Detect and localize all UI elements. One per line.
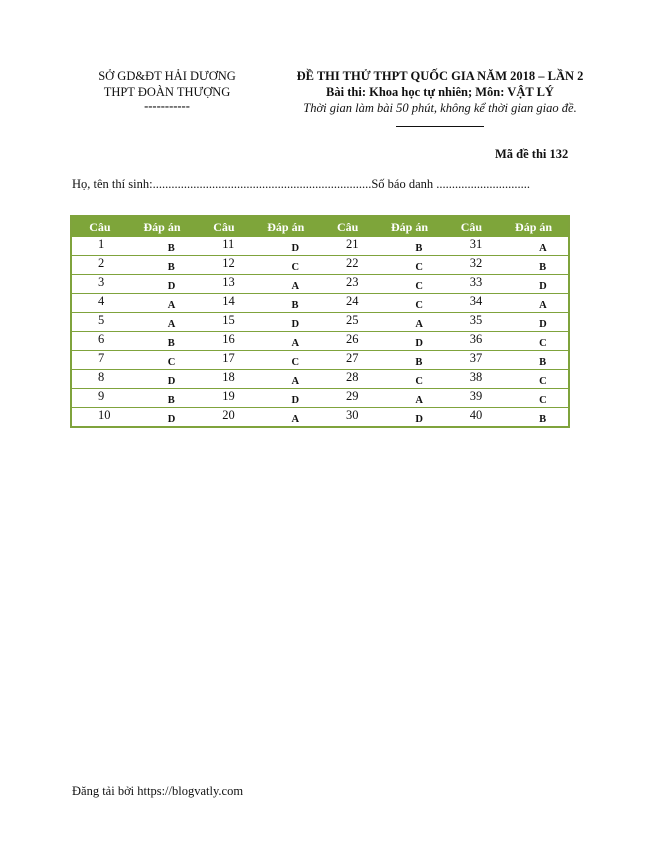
question-number: 28 <box>320 370 375 389</box>
question-number: 19 <box>196 389 251 408</box>
answer-letter: C <box>499 389 569 408</box>
answer-letter: A <box>128 294 196 313</box>
answer-letter: D <box>252 237 320 256</box>
question-number: 24 <box>320 294 375 313</box>
column-header-question: Câu <box>320 216 375 237</box>
answer-letter: A <box>252 370 320 389</box>
question-number: 20 <box>222 408 235 422</box>
student-info-line <box>72 177 530 192</box>
question-number: 18 <box>196 370 251 389</box>
answer-letter: B <box>128 389 196 408</box>
question-number: 23 <box>320 275 375 294</box>
answer-letter: C <box>499 332 569 351</box>
answer-letter: B <box>128 237 196 256</box>
table-row <box>71 275 569 294</box>
question-number: 32 <box>444 256 499 275</box>
table-row <box>71 389 569 408</box>
answer-key-table <box>70 215 570 428</box>
column-header-answer: Đáp án <box>252 216 320 237</box>
answer-letter: D <box>499 275 569 294</box>
question-number: 29 <box>320 389 375 408</box>
answer-letter: C <box>375 294 443 313</box>
school-name: THPT ĐOÀN THƯỢNG <box>103 85 231 99</box>
column-header-answer: Đáp án <box>128 216 196 237</box>
answer-letter: B <box>375 351 443 370</box>
table-row <box>71 237 569 256</box>
question-number: 8 <box>71 370 128 389</box>
question-number: 15 <box>196 313 251 332</box>
question-number: 14 <box>196 294 251 313</box>
answer-letter: A <box>499 237 569 256</box>
answer-letter: A <box>375 313 443 332</box>
answer-letter: C <box>128 351 196 370</box>
answer-letter: A <box>375 389 443 408</box>
answer-letter: B <box>375 237 443 256</box>
answer-letter: D <box>375 332 443 351</box>
answer-letter: D <box>167 414 176 425</box>
question-number: 21 <box>320 237 375 256</box>
answer-letter: B <box>499 351 569 370</box>
exam-subject: Bài thi: Khoa học tự nhiên; Môn: VẬT LÝ <box>326 85 554 99</box>
answer-letter: B <box>252 294 320 313</box>
column-header-answer: Đáp án <box>375 216 443 237</box>
answer-letter: D <box>128 370 196 389</box>
question-number: 13 <box>196 275 251 294</box>
footer-credit: Đăng tải bởi https://blogvatly.com <box>72 784 244 798</box>
student-id-blank: .............................. <box>436 177 530 191</box>
answer-letter: D <box>252 389 320 408</box>
column-header-answer: Đáp án <box>499 216 569 237</box>
question-number: 30 <box>345 408 359 422</box>
question-number: 22 <box>320 256 375 275</box>
answer-letter: D <box>252 313 320 332</box>
question-number: 12 <box>196 256 251 275</box>
exam-header <box>290 68 590 127</box>
question-number: 6 <box>71 332 128 351</box>
answer-letter: A <box>128 313 196 332</box>
table-row <box>71 332 569 351</box>
column-header-question: Câu <box>71 216 128 237</box>
header-divider: ----------- <box>144 99 190 113</box>
answer-letter: A <box>499 294 569 313</box>
column-header-question: Câu <box>196 216 251 237</box>
answer-letter: B <box>128 256 196 275</box>
answer-letter: C <box>375 256 443 275</box>
question-number: 36 <box>444 332 499 351</box>
question-number: 5 <box>71 313 128 332</box>
question-number: 33 <box>444 275 499 294</box>
answer-key-body <box>71 237 569 427</box>
question-number: 39 <box>444 389 499 408</box>
table-row <box>71 294 569 313</box>
student-id-label: Số báo danh <box>371 177 434 191</box>
header-rule <box>396 126 484 127</box>
table-row <box>71 256 569 275</box>
question-number: 1 <box>71 237 128 256</box>
question-number: 40 <box>469 408 483 422</box>
department-name: SỞ GD&ĐT HẢI DƯƠNG <box>98 69 236 83</box>
question-number: 4 <box>71 294 128 313</box>
question-number: 16 <box>196 332 251 351</box>
column-header-question: Câu <box>444 216 499 237</box>
question-number: 10 <box>98 408 111 422</box>
exam-duration: Thời gian làm bài 50 phút, không kể thời gian giao đề. <box>303 101 577 115</box>
question-number: 3 <box>71 275 128 294</box>
student-name-label: Họ, tên thí sinh: <box>72 177 153 191</box>
answer-letter: C <box>499 370 569 389</box>
question-number: 7 <box>71 351 128 370</box>
answer-letter: D <box>499 313 569 332</box>
question-number: 26 <box>320 332 375 351</box>
answer-letter: D <box>415 414 423 425</box>
answer-letter: B <box>128 332 196 351</box>
school-header <box>72 68 262 112</box>
answer-letter: C <box>252 351 320 370</box>
table-header-row <box>71 216 569 237</box>
question-number: 34 <box>444 294 499 313</box>
question-number: 35 <box>444 313 499 332</box>
table-row <box>71 370 569 389</box>
table-row <box>71 313 569 332</box>
answer-letter: A <box>252 275 320 294</box>
exam-title: ĐỀ THI THỬ THPT QUỐC GIA NĂM 2018 – LẦN 2 <box>296 69 584 83</box>
answer-letter: B <box>499 256 569 275</box>
question-number: 38 <box>444 370 499 389</box>
answer-letter: A <box>291 414 300 425</box>
question-number: 25 <box>320 313 375 332</box>
answer-letter: B <box>539 414 547 425</box>
table-row <box>71 408 569 428</box>
exam-code: Mã đề thi 132 <box>495 147 569 161</box>
student-name-blank: ...................................................................... <box>152 177 372 191</box>
answer-letter: A <box>252 332 320 351</box>
question-number: 11 <box>196 237 251 256</box>
question-number: 17 <box>196 351 251 370</box>
question-number: 9 <box>71 389 128 408</box>
table-row <box>71 351 569 370</box>
answer-letter: D <box>128 275 196 294</box>
question-number: 31 <box>444 237 499 256</box>
question-number: 37 <box>444 351 499 370</box>
answer-letter: C <box>252 256 320 275</box>
answer-letter: C <box>375 275 443 294</box>
question-number: 27 <box>320 351 375 370</box>
answer-letter: C <box>375 370 443 389</box>
question-number: 2 <box>71 256 128 275</box>
